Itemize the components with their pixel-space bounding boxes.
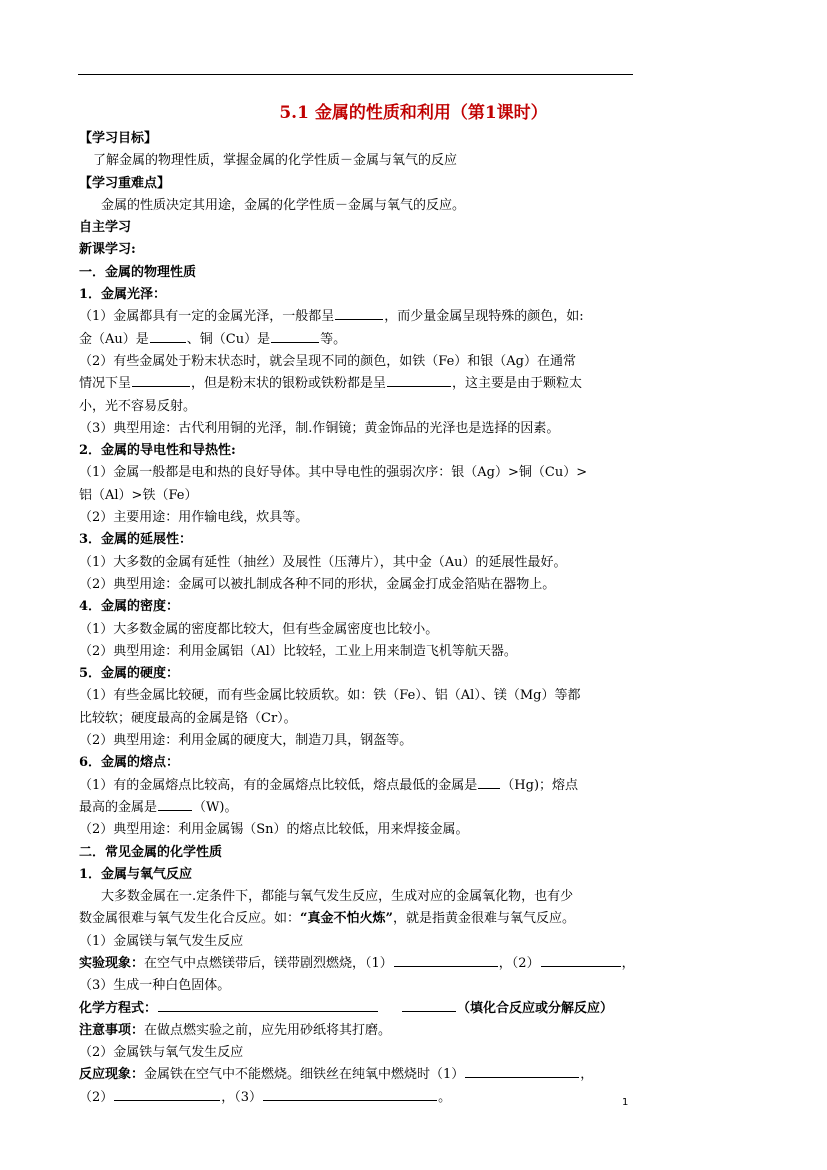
luster-line-2: 金（Au）是 、铜（Cu）是 等。 [79, 329, 679, 351]
hardness-line-2: 比较软；硬度最高的金属是铬（Cr）。 [79, 710, 297, 726]
hardness-heading: 5．金属的硬度： [79, 666, 180, 682]
ductility-line-2: （2）典型用途：金属可以被扎制成各种不同的形状，金属金打成金箔贴在器物上。 [79, 576, 556, 592]
oxygen-line-2: 数金属很难与氧气发生化合反应。如：“真金不怕火炼”，就是指黄金很难与氧气反应。 [79, 911, 575, 927]
density-line-2: （2）典型用途：利用金属铝（Al）比较轻，工业上用来制造飞机等航天器。 [79, 643, 517, 659]
blank-line[interactable] [387, 373, 451, 387]
blank-line[interactable] [158, 797, 192, 811]
key-text: 金属的性质决定其用途，金属的化学性质－金属与氧气的反应。 [101, 197, 466, 213]
blank-line[interactable] [158, 998, 378, 1012]
goal-text: 了解金属的物理性质，掌握金属的化学性质－金属与氧气的反应 [93, 153, 458, 169]
header-rule [78, 74, 633, 75]
self-study-heading: 自主学习 [79, 220, 132, 236]
blank-line[interactable] [541, 953, 621, 967]
melting-line-2: 最高的金属是 （W)。 [79, 797, 679, 819]
page-number: 1 [622, 1097, 629, 1108]
density-line-1: （1）大多数金属的密度都比较大，但有些金属密度也比较小。 [79, 621, 439, 637]
goal-heading: 【学习目标】 [79, 131, 158, 146]
key-heading: 【学习重难点】 [79, 175, 171, 191]
observation-line-2: （3）生成一种白色固体。 [79, 978, 231, 994]
blank-line[interactable] [271, 329, 319, 343]
iron-subheading: （2）金属铁与氧气发生反应 [79, 1045, 244, 1061]
luster-line-5: 小，光不容易反射。 [79, 398, 197, 414]
hardness-line-1: （1）有些金属比较硬，而有些金属比较质软。如：铁（Fe）、铝（Al）、镁（Mg）等都 [79, 688, 581, 704]
blank-line[interactable] [394, 953, 498, 967]
conductivity-heading: 2．金属的导电性和导热性: [79, 443, 236, 459]
blank-line[interactable] [465, 1064, 579, 1078]
oxygen-heading: 1．金属与氧气反应 [79, 866, 193, 882]
luster-heading: 1．金属光泽： [79, 287, 167, 303]
ductility-line-1: （1）大多数的金属有延性（抽丝）及展性（压薄片），其中金（Au）的延展性最好。 [79, 554, 567, 570]
blank-line[interactable] [114, 1087, 220, 1101]
conductivity-line-3: （2）主要用途：用作输电线，炊具等。 [79, 510, 309, 526]
equation-line: 化学方程式： （填化合反应或分解反应） [79, 998, 679, 1020]
page-title: 5.1 金属的性质和利用（第1课时） [279, 103, 548, 123]
blank-line[interactable] [132, 373, 190, 387]
luster-line-1: （1）金属都具有一定的金属光泽，一般都呈 ，而少量金属呈现特殊的颜色，如: [79, 306, 679, 328]
observation-line-1: 实验现象：在空气中点燃镁带后，镁带剧烈燃烧，（1） ，（2） ， [79, 953, 679, 975]
note-line: 注意事项：在做点燃实验之前，应先用砂纸将其打磨。 [79, 1022, 392, 1038]
section-1-heading: 一．金属的物理性质 [79, 264, 197, 280]
luster-line-4: 情况下呈 ，但是粉末状的银粉或铁粉都是呈 ，这主要是由于颗粒太 [79, 373, 679, 395]
blank-line[interactable] [263, 1087, 437, 1101]
oxygen-line-1: 大多数金属在一.定条件下，都能与氧气发生反应，生成对应的金属氧化物，也有少 [101, 889, 574, 905]
melting-line-1: （1）有的金属熔点比较高，有的金属熔点比较低，熔点最低的金属是 （Hg)；熔点 [79, 775, 679, 797]
melting-heading: 6．金属的熔点： [79, 755, 180, 771]
blank-line[interactable] [478, 775, 500, 789]
conductivity-line-2: 铝（Al）>铁（Fe） [79, 487, 198, 503]
section-2-heading: 二．常见金属的化学性质 [79, 844, 223, 860]
blank-line[interactable] [150, 329, 186, 343]
ductility-heading: 3．金属的延展性： [79, 532, 193, 548]
reaction-line-2: （2） ，（3） 。 [79, 1087, 679, 1109]
new-lesson-heading: 新课学习: [79, 242, 136, 258]
luster-line-3: （2）有些金属处于粉末状态时，就会呈现不同的颜色，如铁（Fe）和银（Ag）在通常 [79, 353, 576, 369]
density-heading: 4．金属的密度： [79, 599, 180, 615]
magnesium-subheading: （1）金属镁与氧气发生反应 [79, 933, 244, 949]
document-body [79, 128, 679, 1109]
luster-line-6: （3）典型用途：古代利用铜的光泽，制.作铜镜；黄金饰品的光泽也是选择的因素。 [79, 420, 560, 436]
hardness-line-3: （2）典型用途：利用金属的硬度大，制造刀具，钢盔等。 [79, 733, 413, 749]
blank-line[interactable] [335, 306, 383, 320]
reaction-line-1: 反应现象：金属铁在空气中不能燃烧。细铁丝在纯氧中燃烧时（1） ， [79, 1064, 679, 1086]
blank-line[interactable] [402, 998, 456, 1012]
conductivity-line-1: （1）金属一般都是电和热的良好导体。其中导电性的强弱次序：银（Ag）>铜（Cu）> [79, 465, 588, 481]
melting-line-3: （2）典型用途：利用金属锡（Sn）的熔点比较低，用来焊接金属。 [79, 822, 469, 838]
